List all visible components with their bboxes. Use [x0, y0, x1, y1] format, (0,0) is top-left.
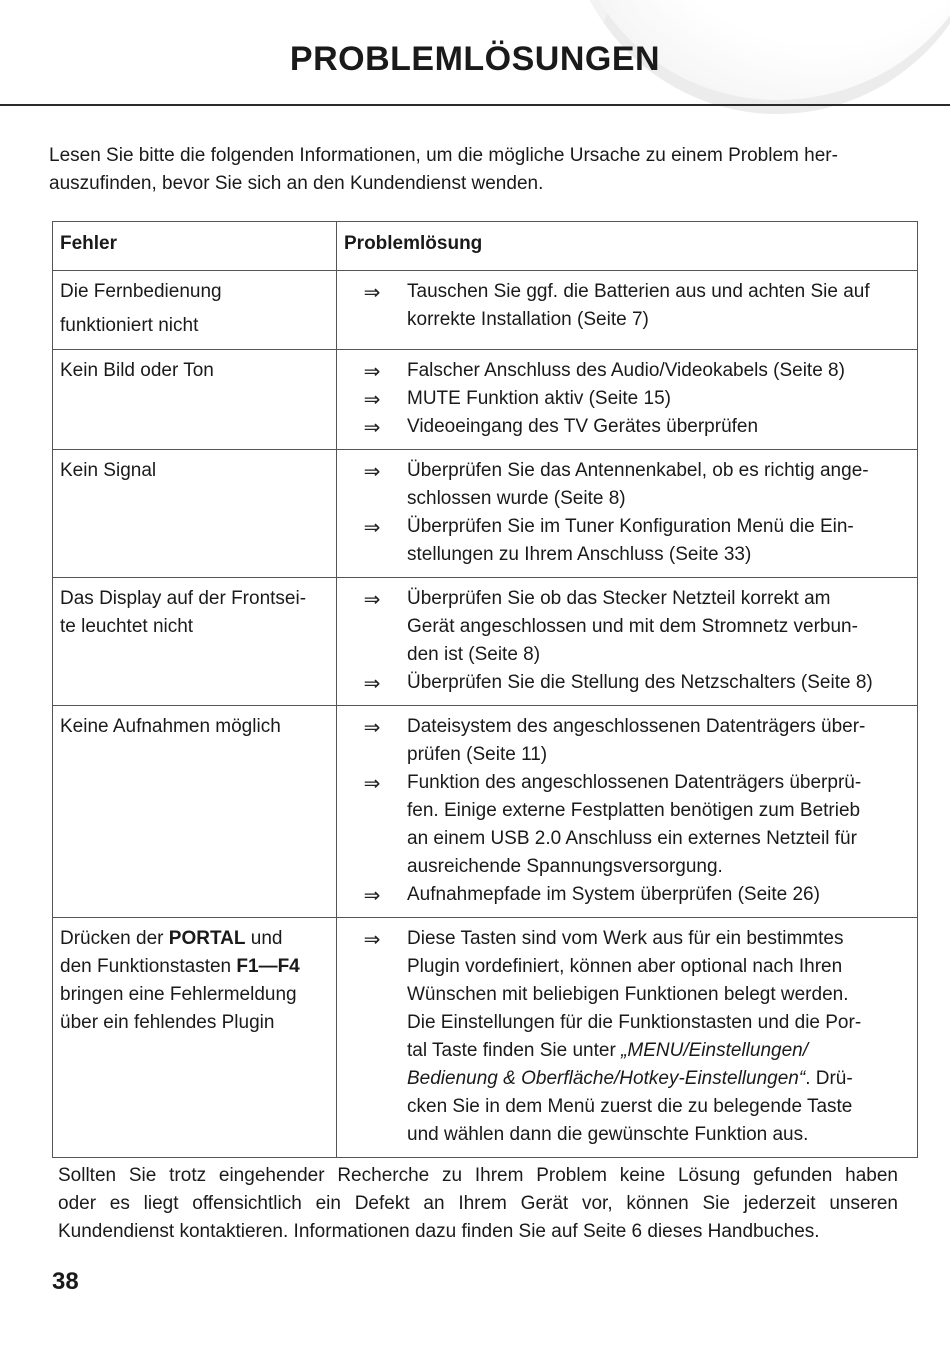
solution-text: Überprüfen Sie das Antennenkabel, ob es richtig ange- — [407, 460, 869, 481]
arrow-icon: ⇒ — [363, 927, 381, 951]
error-text: te leuchtet nicht — [60, 616, 194, 637]
solution-text: den ist (Seite 8) — [407, 644, 541, 665]
error-cell — [53, 578, 337, 706]
intro-paragraph — [49, 142, 919, 198]
troubleshooting-table — [52, 221, 918, 1158]
arrow-icon: ⇒ — [363, 459, 381, 483]
error-text: Keine Aufnahmen möglich — [60, 716, 281, 737]
solution-item — [337, 769, 909, 881]
arrow-icon: ⇒ — [363, 587, 381, 611]
error-text: Das Display auf der Frontsei- — [60, 588, 307, 609]
intro-line: Lesen Sie bitte die folgenden Informationen, um die mögliche Ursache zu einem Problem her- — [49, 145, 838, 166]
closing-line: oder es liegt offensichtlich ein Defekt an Ihrem Gerät vor, können Sie jederzeit unseren — [58, 1193, 898, 1214]
solution-cell — [337, 271, 918, 350]
arrow-icon: ⇒ — [363, 715, 381, 739]
arrow-icon: ⇒ — [363, 671, 381, 695]
arrow-icon: ⇒ — [363, 359, 381, 383]
menu-path: „MENU/Einstellungen/ — [621, 1040, 808, 1061]
error-text: Die Fernbedienung — [60, 281, 222, 302]
function-keys-label: F1—F4 — [236, 956, 300, 977]
error-cell — [53, 350, 337, 450]
solution-text: Aufnahmepfade im System überprüfen (Seite 26) — [407, 884, 820, 905]
page-title: PROBLEMLÖSUNGEN — [289, 40, 661, 78]
solution-item — [337, 669, 909, 697]
solution-text: tal Taste finden Sie unter „MENU/Einstellungen/ — [407, 1040, 808, 1061]
error-text: bringen eine Fehlermeldung — [60, 984, 297, 1005]
solution-text: Wünschen mit beliebigen Funktionen belegt werden. — [407, 984, 849, 1005]
closing-line: Sollten Sie trotz eingehender Recherche zu Ihrem Problem keine Lösung gefunden haben — [58, 1165, 898, 1186]
solution-cell — [337, 706, 918, 918]
closing-line: Kundendienst kontaktieren. Informationen dazu finden Sie auf Seite 6 dieses Handbuches. — [58, 1221, 820, 1242]
solution-text: und wählen dann die gewünschte Funktion aus. — [407, 1124, 809, 1145]
solution-text: Dateisystem des angeschlossenen Datenträgers über- — [407, 716, 866, 737]
table-row — [53, 450, 918, 578]
table-row — [53, 271, 918, 350]
solution-text: Tauschen Sie ggf. die Batterien aus und achten Sie auf — [407, 281, 870, 302]
solution-item — [337, 513, 909, 569]
column-header-error: Fehler — [53, 222, 337, 271]
table-header-row — [53, 222, 918, 271]
error-text: den Funktionstasten F1—F4 — [60, 956, 300, 977]
solution-text: Falscher Anschluss des Audio/Videokabels (Seite 8) — [407, 360, 845, 381]
arrow-icon: ⇒ — [363, 415, 381, 439]
solution-text: Plugin vordefiniert, können aber optional nach Ihren — [407, 956, 843, 977]
arrow-icon: ⇒ — [363, 515, 381, 539]
error-text: Kein Signal — [60, 460, 157, 481]
solution-text: Überprüfen Sie im Tuner Konfiguration Menü die Ein- — [407, 516, 854, 537]
intro-line: auszufinden, bevor Sie sich an den Kundendienst wenden. — [49, 173, 544, 194]
solution-text: an einem USB 2.0 Anschluss ein externes Netzteil für — [407, 828, 857, 849]
solution-cell — [337, 918, 918, 1158]
error-text: Drücken der PORTAL und — [60, 928, 283, 949]
table-row — [53, 578, 918, 706]
error-cell — [53, 271, 337, 350]
menu-path: Bedienung & Oberfläche/Hotkey-Einstellungen“ — [407, 1068, 806, 1089]
error-cell — [53, 706, 337, 918]
solution-text: Überprüfen Sie die Stellung des Netzschalters (Seite 8) — [407, 672, 873, 693]
table-row — [53, 350, 918, 450]
solution-item — [337, 385, 909, 413]
error-text: Kein Bild oder Ton — [60, 360, 214, 381]
solution-item — [337, 585, 909, 669]
arrow-icon: ⇒ — [363, 883, 381, 907]
solution-text: Funktion des angeschlossenen Datenträgers überprü- — [407, 772, 862, 793]
solution-item — [337, 278, 909, 334]
solution-text: schlossen wurde (Seite 8) — [407, 488, 626, 509]
solution-cell — [337, 450, 918, 578]
solution-item — [337, 925, 909, 1149]
solution-text: korrekte Installation (Seite 7) — [407, 309, 649, 330]
error-text: funktioniert nicht — [60, 315, 199, 336]
arrow-icon: ⇒ — [363, 387, 381, 411]
closing-paragraph — [58, 1162, 898, 1246]
solution-text: Diese Tasten sind vom Werk aus für ein bestimmtes — [407, 928, 844, 949]
solution-text: stellungen zu Ihrem Anschluss (Seite 33) — [407, 544, 752, 565]
arrow-icon: ⇒ — [363, 771, 381, 795]
page-header — [0, 0, 950, 106]
error-cell — [53, 918, 337, 1158]
error-text: über ein fehlendes Plugin — [60, 1012, 275, 1033]
solution-text: Überprüfen Sie ob das Stecker Netzteil korrekt am — [407, 588, 831, 609]
solution-text: prüfen (Seite 11) — [407, 744, 548, 765]
table-row — [53, 706, 918, 918]
arrow-icon: ⇒ — [363, 280, 381, 304]
solution-text: Gerät angeschlossen und mit dem Stromnetz verbun- — [407, 616, 858, 637]
solution-text: Die Einstellungen für die Funktionstasten und die Por- — [407, 1012, 862, 1033]
solution-cell — [337, 578, 918, 706]
solution-item — [337, 357, 909, 385]
solution-item — [337, 413, 909, 441]
solution-text: Bedienung & Oberfläche/Hotkey-Einstellungen“. Drü- — [407, 1068, 853, 1089]
solution-cell — [337, 350, 918, 450]
table-row — [53, 918, 918, 1158]
solution-text: fen. Einige externe Festplatten benötigen zum Betrieb — [407, 800, 861, 821]
solution-text: Videoeingang des TV Gerätes überprüfen — [407, 416, 759, 437]
page-number: 38 — [52, 1268, 79, 1295]
solution-item — [337, 713, 909, 769]
solution-item — [337, 457, 909, 513]
solution-item — [337, 881, 909, 909]
solution-text: cken Sie in dem Menü zuerst die zu belegende Taste — [407, 1096, 853, 1117]
solution-text: MUTE Funktion aktiv (Seite 15) — [407, 388, 671, 409]
error-cell — [53, 450, 337, 578]
column-header-solution: Problemlösung — [337, 222, 918, 271]
portal-key-label: PORTAL — [168, 928, 246, 949]
solution-text: ausreichende Spannungsversorgung. — [407, 856, 723, 877]
